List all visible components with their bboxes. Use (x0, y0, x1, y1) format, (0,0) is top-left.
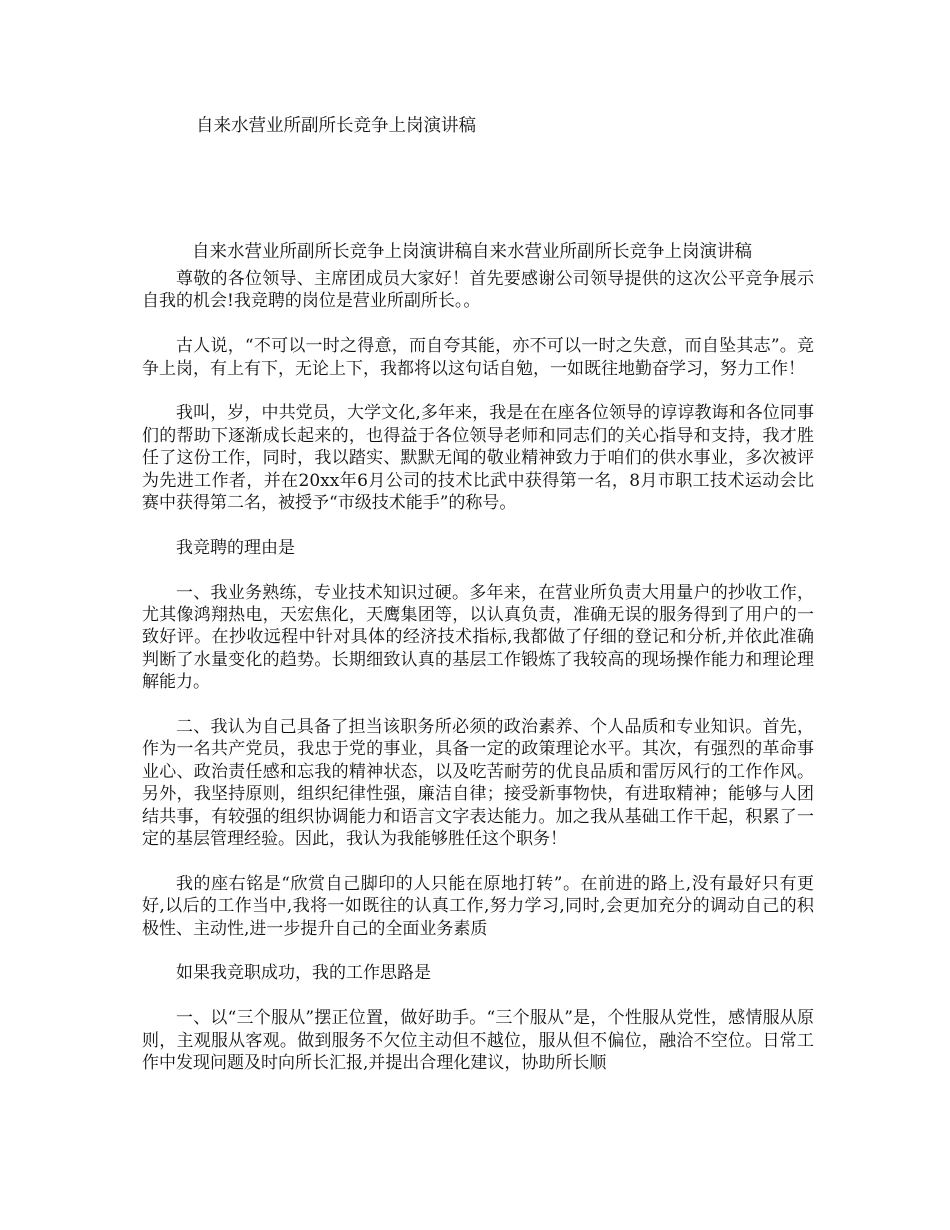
paragraph-introduction: 我叫，岁，中共党员，大学文化,多年来，我是在在座各位领导的谆谆教诲和各位同事们的帮助下逐渐成长起来的，也得益于各位领导老师和同志们的关心指导和支持，我才胜任了这份工作，同时，我以踏实、默默无闻的敬业精神致力于咱们的供水事业，多次被评为先进工作者，并在20xx年6月公司的技术比武中获得第一名，8月市职工技术运动会比赛中获得第二名，被授予“市级技术能手”的称号。 (142, 403, 814, 514)
paragraph-reasons-heading: 我竞聘的理由是 (176, 537, 295, 558)
paragraph-greeting: 尊敬的各位领导、主席团成员大家好！首先要感谢公司领导提供的这次公平竞争展示自我的机会!我竞聘的岗位是营业所副所长。。 (142, 269, 814, 312)
paragraph-quote: 古人说，“不可以一时之得意，而自夸其能，亦不可以一时之失意，而自坠其志”。竞争上岗，有上有下，无论上下，我都将以这句话自勉，一如既往地勤奋学习，努力工作！ (142, 336, 814, 379)
document-subtitle: 自来水营业所副所长竞争上岗演讲稿自来水营业所副所长竞争上岗演讲稿 (192, 242, 752, 262)
paragraph-reason-one: 一、我业务熟练，专业技术知识过硬。多年来，在营业所负责大用量户的抄收工作，尤其像鸿翔热电，天宏焦化，天鹰集团等，以认真负责，准确无误的服务得到了用户的一致好评。在抄收远程中针对具体的经济技术指标,我都做了仔细的登记和分析,并依此准确判断了水量变化的趋势。长期细致认真的基层工作锻炼了我较高的现场操作能力和理论理解能力。 (142, 582, 814, 693)
paragraph-plan-one: 一、以“三个服从”摆正位置，做好助手。“三个服从”是，个性服从党性，感情服从原则，主观服从客观。做到服务不欠位主动但不越位，服从但不偏位，融洽不空位。日常工作中发现问题及时向所长汇报,并提出合理化建议，协助所长顺 (142, 1008, 814, 1074)
paragraph-plan-heading: 如果我竞职成功，我的工作思路是 (176, 963, 431, 984)
document-title: 自来水营业所副所长竞争上岗演讲稿 (196, 116, 476, 136)
paragraph-motto: 我的座右铭是“欣赏自己脚印的人只能在原地打转”。在前进的路上,没有最好只有更好,以后的工作当中,我将一如既往的认真工作,努力学习,同时,会更加充分的调动自己的积极性、主动性,进一步提升自己的全面业务素质 (142, 873, 814, 939)
document-body (142, 268, 814, 1097)
paragraph-reason-two: 二、我认为自己具备了担当该职务所必须的政治素养、个人品质和专业知识。首先，作为一名共产党员，我忠于党的事业，具备一定的政策理论水平。其次，有强烈的革命事业心、政治责任感和忘我的精神状态，以及吃苦耐劳的优良品质和雷厉风行的工作作风。另外，我坚持原则，组织纪律性强，廉洁自律；接受新事物快，有进取精神；能够与人团结共事，有较强的组织协调能力和语言文字表达能力。加之我从基础工作干起，积累了一定的基层管理经验。因此，我认为我能够胜任这个职务！ (142, 717, 814, 850)
